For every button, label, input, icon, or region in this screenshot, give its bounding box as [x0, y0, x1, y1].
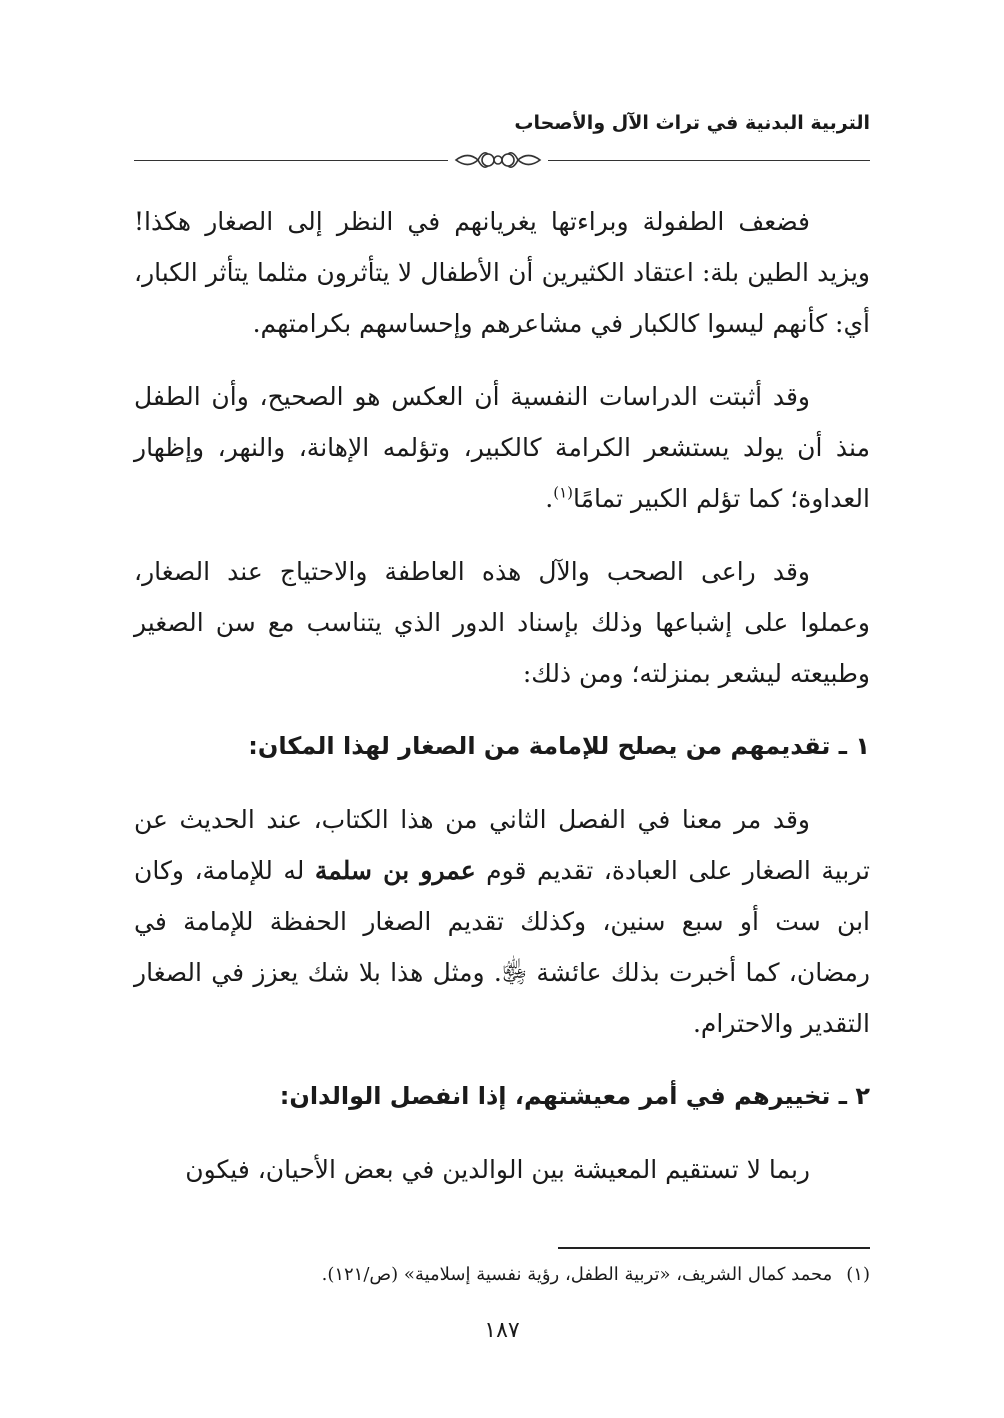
footnote-rule	[558, 1247, 870, 1249]
paragraph-1: فضعف الطفولة وبراءتها يغريانهم في النظر إلى الصغار هكذا! ويزيد الطين بلة: اعتقاد الكثيرين أن الأطفال لا يتأثرون مثلما يتأثر الكبار، أي: كأنهم ليسوا كالكبار في مشاعرهم وإحساسهم بكرامتهم.	[134, 207, 870, 338]
paragraph-4-part1: وقد مر معنا في الفصل الثاني من هذا الكتاب، عند الحديث عن تربية الصغار على العبادة، تقديم قوم	[134, 805, 870, 885]
section-heading-2: ٢ ـ تخييرهم في أمر معيشتهم، إذا انفصل الوالدان:	[279, 1082, 870, 1110]
footnote-text: محمد كمال الشريف، «تربية الطفل، رؤية نفسية إسلامية» (ص/١٢١).	[321, 1264, 833, 1285]
running-header: التربية البدنية في تراث الآل والأصحاب	[514, 112, 870, 134]
paragraph-2-text: وقد أثبتت الدراسات النفسية أن العكس هو الصحيح، وأن الطفل منذ أن يولد يستشعر الكرامة كالكبير، وتؤلمه الإهانة، والنهر، وإظهار العداوة؛ كما تؤلم الكبير تمامًا	[134, 382, 870, 513]
section-heading-1: ١ ـ تقديمهم من يصلح للإمامة من الصغار لهذا المكان:	[248, 732, 870, 760]
paragraph-5: ربما لا تستقيم المعيشة بين الوالدين في بعض الأحيان، فيكون	[185, 1155, 810, 1184]
footnote	[134, 1262, 870, 1288]
paragraph-4	[134, 794, 870, 1049]
paragraph-2-end: .	[545, 484, 554, 513]
paragraph-4-part2: له للإمامة، وكان ابن ست أو سبع سنين، وكذلك تقديم الصغار الحفظة للإمامة في رمضان، كما أخبرت بذلك عائشة ﵂. ومثل هذا بلا شك يعزز في الصغار التقدير والاحترام.	[134, 856, 870, 1038]
page-number: ١٨٧	[484, 1318, 520, 1343]
ornament-icon	[448, 145, 548, 175]
body-text	[134, 196, 870, 1217]
paragraph-4-bold-name: عمرو بن سلمة	[314, 856, 476, 885]
footnote-reference: (١)	[553, 483, 573, 502]
paragraph-3: وقد راعى الصحب والآل هذه العاطفة والاحتياج عند الصغار، وعملوا على إشباعها وذلك بإسناد الدور الذي يتناسب مع سن الصغير وطبيعته ليشعر بمنزلته؛ ومن ذلك:	[134, 557, 870, 688]
footnote-marker: (١)	[846, 1264, 870, 1285]
paragraph-2	[134, 371, 870, 524]
